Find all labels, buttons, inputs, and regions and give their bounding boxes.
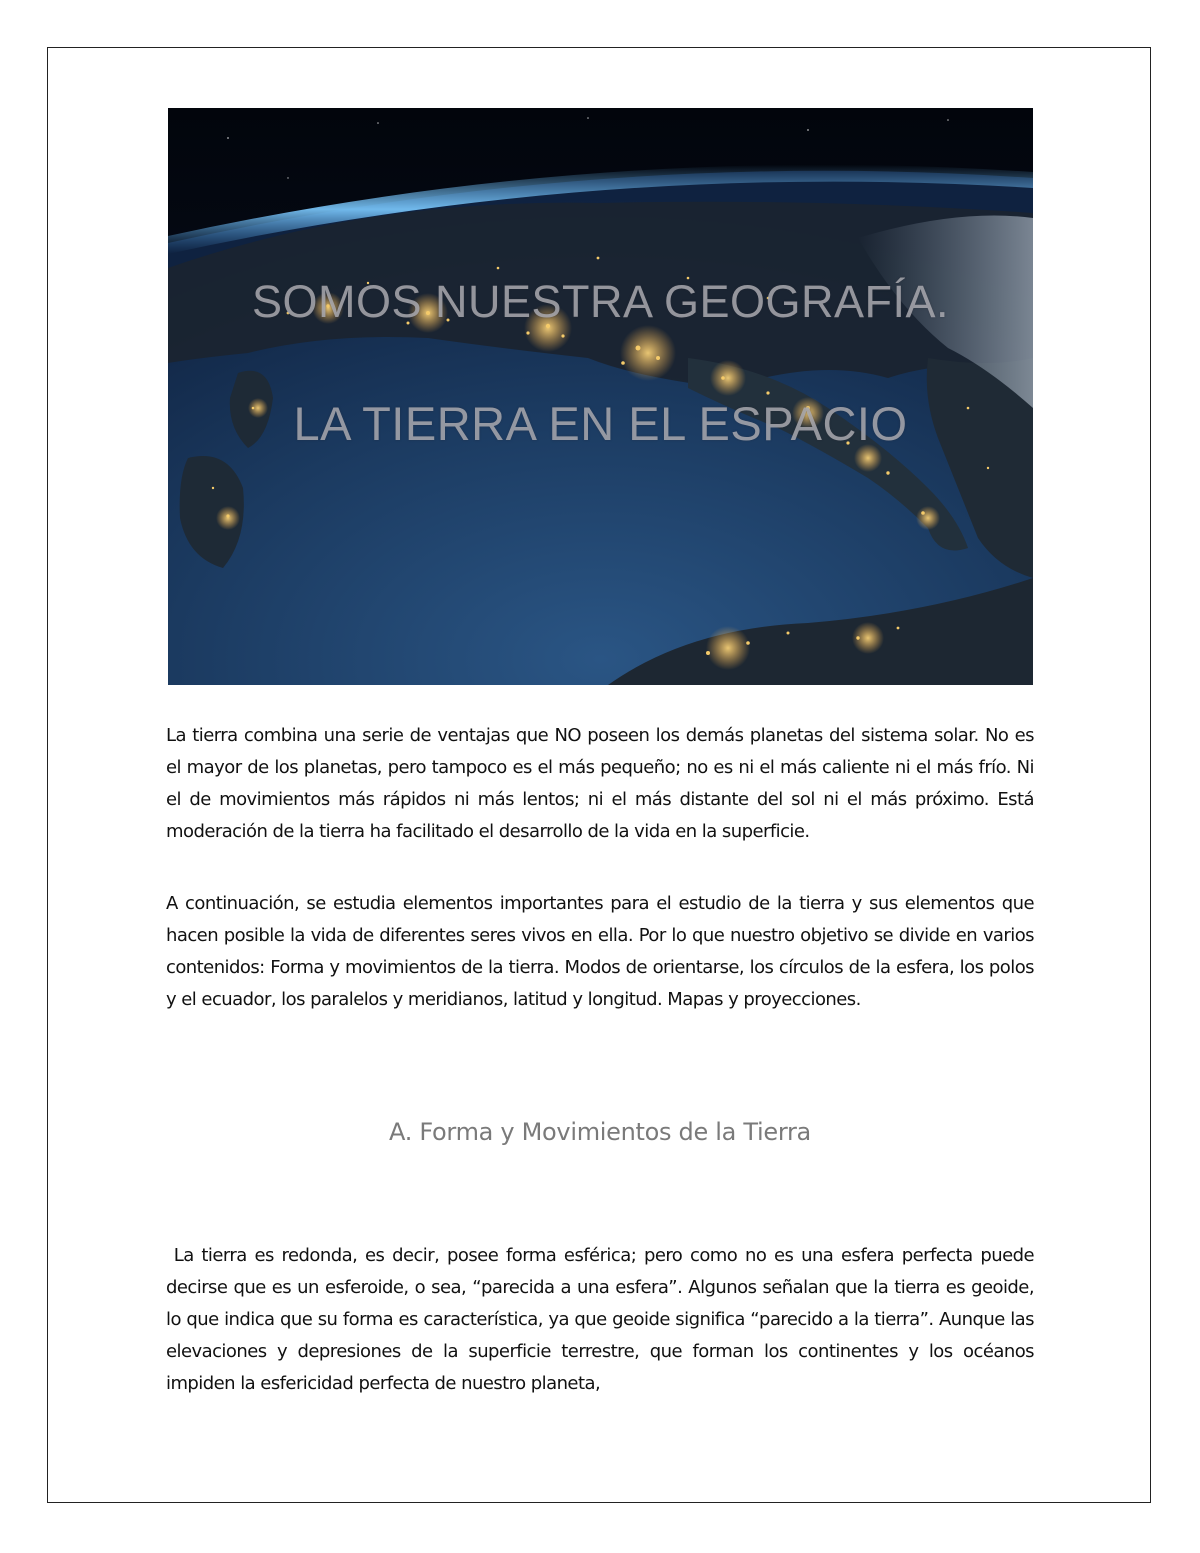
paragraph-contents: A continuación, se estudia elementos importantes para el estudio de la tierra y sus elementos que hacen posible la vida de diferentes seres vivos en ella. Por lo que nuestro objetivo se divide en varios contenidos: Forma y movimientos de la tierra. Modos de orientarse, los círculos de la esfera, los polos y el ecuador, los paralelos y meridianos, latitud y longitud. Mapas y proyecciones. (166, 893, 1034, 1010)
cover-title-line2: LA TIERRA EN EL ESPACIO (293, 397, 908, 450)
paragraph-intro: La tierra combina una serie de ventajas que NO poseen los demás planetas del sistema solar. No es el mayor de los planetas, pero tampoco es el más pequeño; no es ni el más caliente ni el más frío. Ni el de movimientos más rápidos ni más lentos; ni el más distante del sol ni el más próximo. Está moderación de la tierra ha facilitado el desarrollo de la vida en la superficie. (166, 725, 1034, 842)
cover-title-line1: SOMOS NUESTRA GEOGRAFÍA. (251, 276, 950, 327)
cover-image (168, 108, 1033, 685)
paragraph-shape: La tierra es redonda, es decir, posee forma esférica; pero como no es una esfera perfecta puede decirse que es un esferoide, o sea, “parecida a una esfera”. Algunos señalan que la tierra es geoide, lo que indica que su forma es característica, ya que geoide significa “parecido a la tierra”. Aunque las elevaciones y depresiones de la superficie terrestre, que forman los continentes y los océanos impiden la esfericidad perfecta de nuestro planeta, (166, 1245, 1040, 1394)
section-heading: A. Forma y Movimientos de la Tierra (389, 1118, 811, 1146)
